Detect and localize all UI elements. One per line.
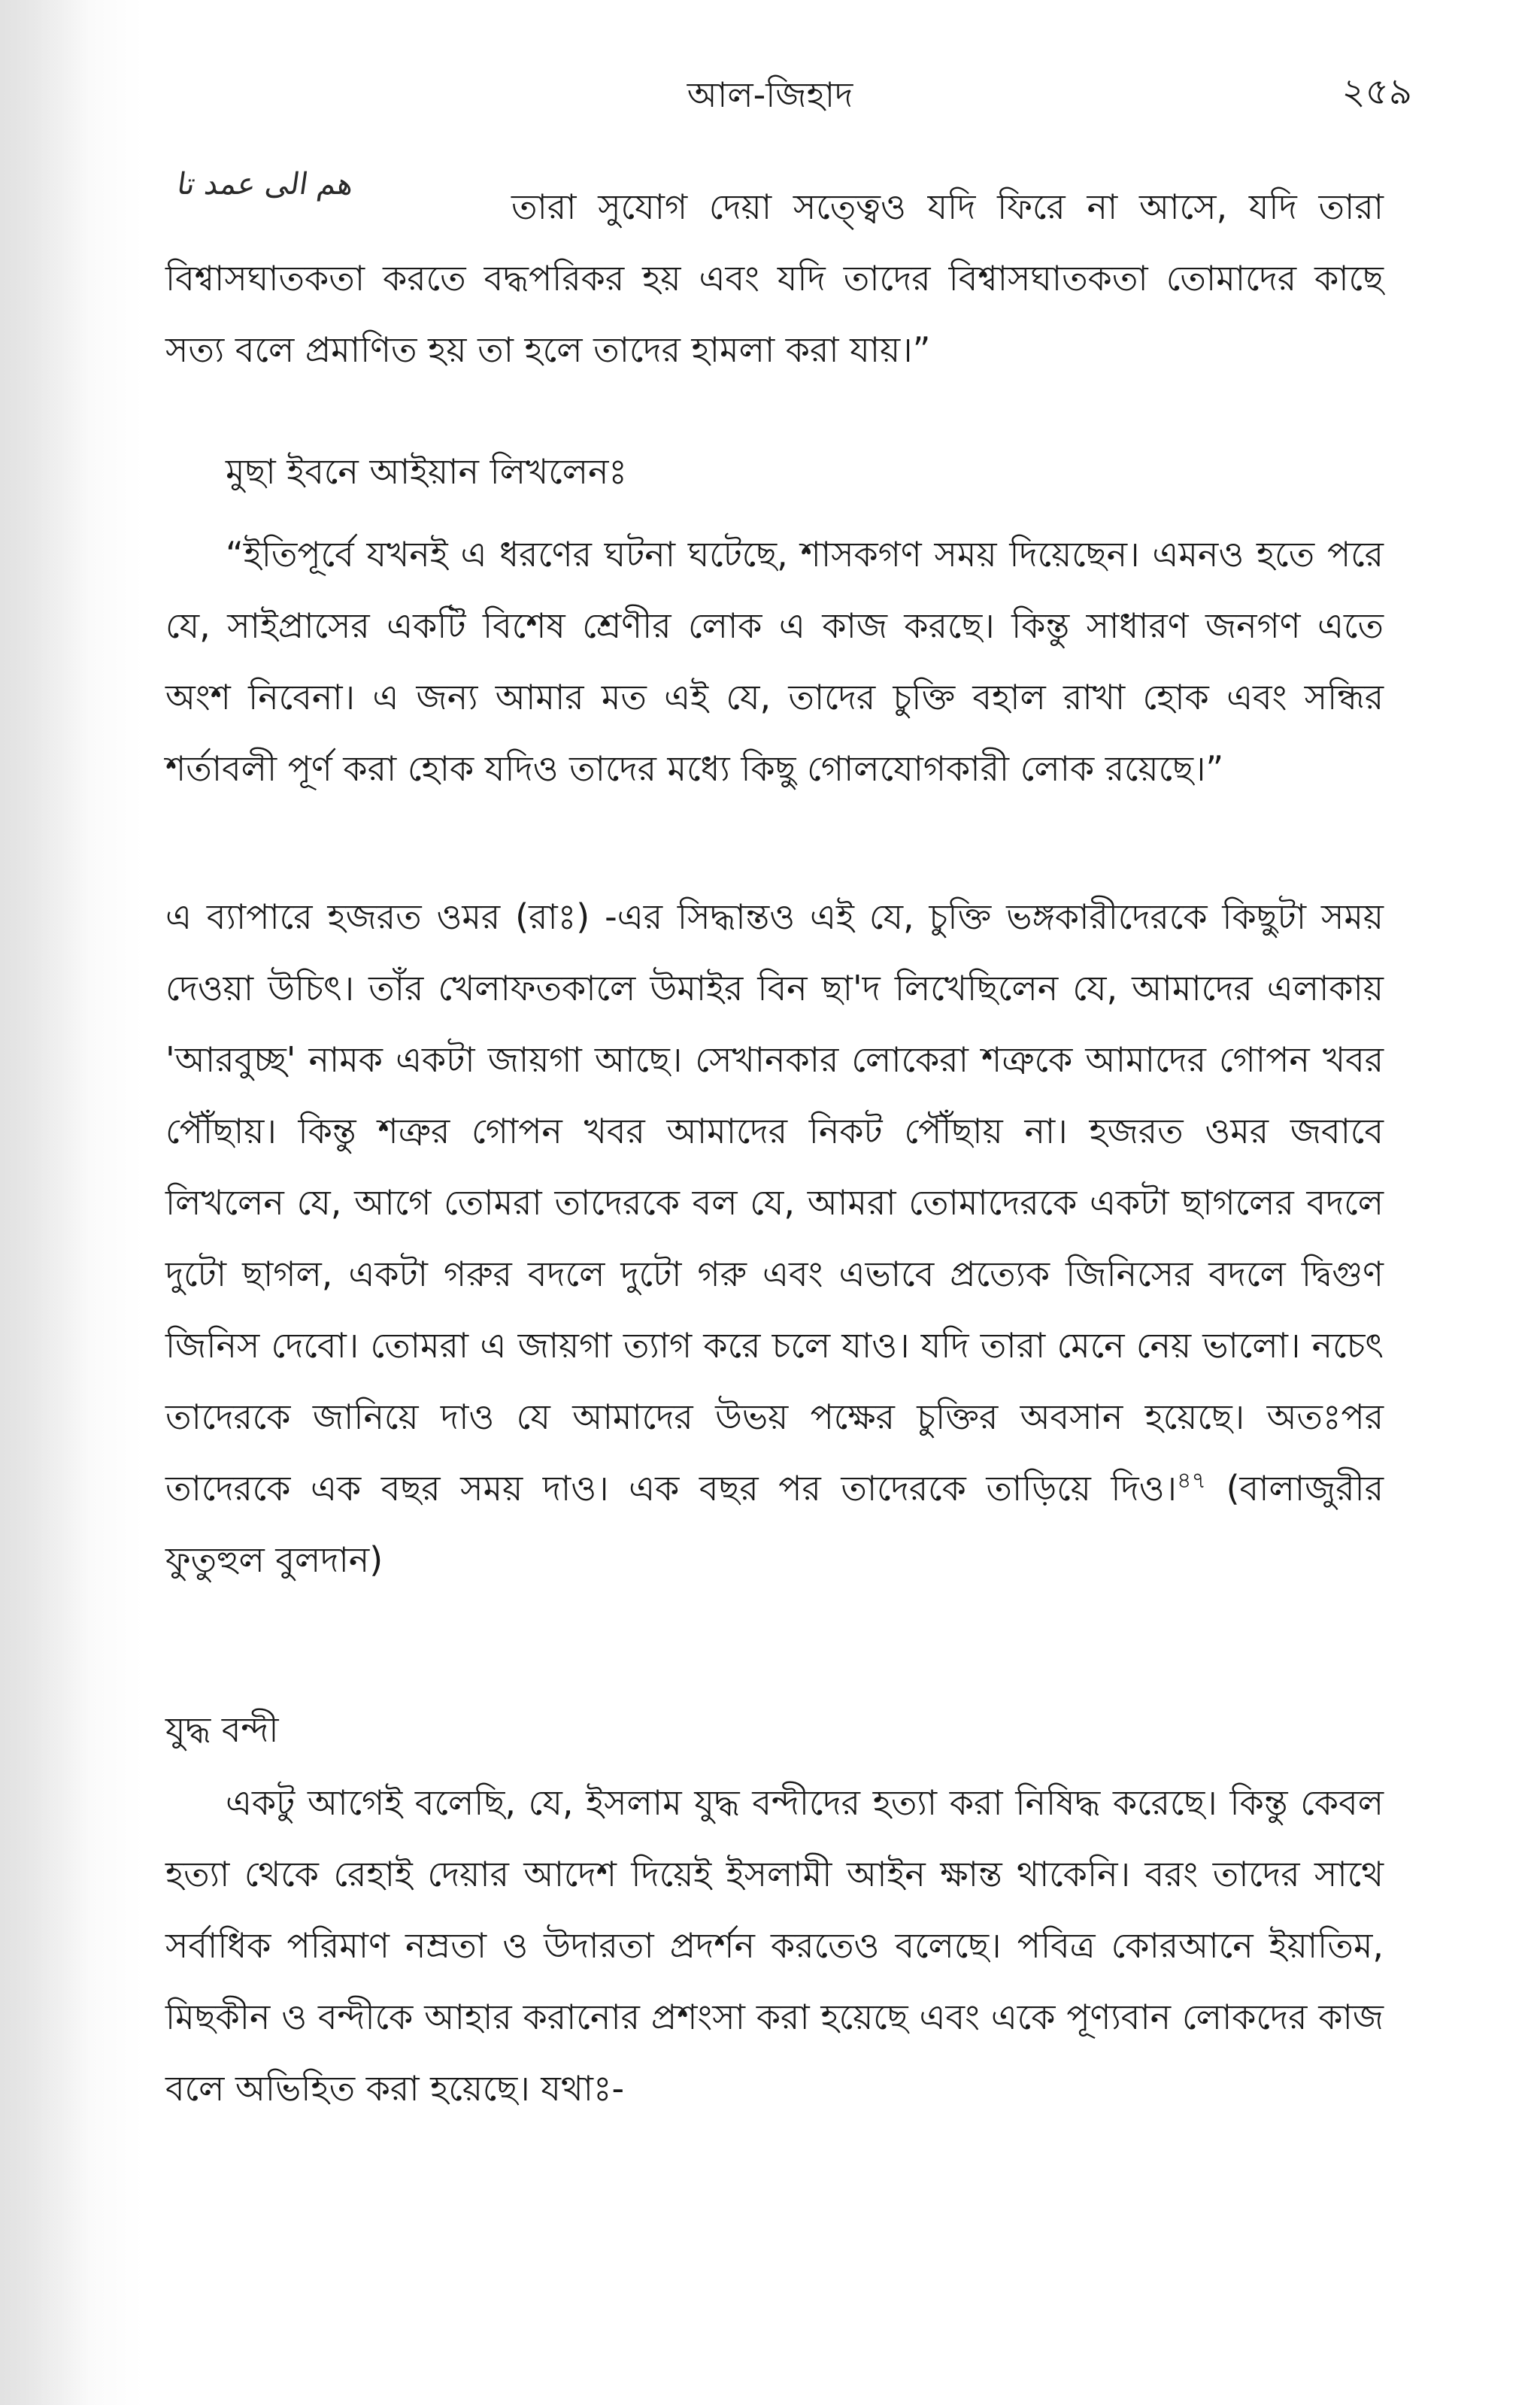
page-spine-shadow: [0, 0, 90, 2405]
citation: (বালাজুরীর ফুতুহুল বুলদান): [165, 1468, 1384, 1580]
paragraph-5: একটু আগেই বলেছি, যে, ইসলাম যুদ্ধ বন্দীদের হত্যা করা নিষিদ্ধ করেছে। কিন্তু কেবল হত্যা থেকে রেহাই দেয়ার আদেশ দিয়েই ইসলামী আইন ক্ষান্ত থাকেনি। বরং তাদের সাথে সর্বাধিক পরিমাণ নম্রতা ও উদারতা প্রদর্শন করতেও বলেছে। পবিত্র কোরআনে ইয়াতিম, মিছকীন ও বন্দীকে আহার করানোর প্রশংসা করা হয়েছে এবং একে পূণ্যবান লোকদের কাজ বলে অভিহিত করা হয়েছে। যথাঃ-: [165, 1782, 1384, 2109]
section-heading: যুদ্ধ বন্দী: [165, 1709, 279, 1750]
paragraph-3-quote: “ইতিপূর্বে যখনই এ ধরণের ঘটনা ঘটেছে, শাসকগণ সময় দিয়েছেন। এমনও হতে পরে যে, সাইপ্রাসের একটি বিশেষ শ্রেণীর লোক এ কাজ করছে। কিন্তু সাধারণ জনগণ এতে অংশ নিবেনা। এ জন্য আমার মত এই যে, তাদের চুক্তি বহাল রাখা হোক এবং সন্ধির শর্তাবলী পূর্ণ করা হোক যদিও তাদের মধ্যে কিছু গোলযোগকারী লোক রয়েছে।”: [165, 534, 1384, 789]
handwritten-arabic-note: هم الى عمد تا: [174, 167, 356, 202]
footnote-marker: ৪৭: [1177, 1467, 1206, 1494]
page-number: ২৫৯: [1341, 71, 1412, 113]
paragraph-2: মুছা ইবনে আইয়ান লিখলেনঃ: [226, 451, 627, 492]
paragraph-4-text: এ ব্যাপারে হজরত ওমর (রাঃ) -এর সিদ্ধান্তও এই যে, চুক্তি ভঙ্গকারীদেরকে কিছুটা সময় দেওয়া উচিৎ। তাঁর খেলাফতকালে উমাইর বিন ছা'দ লিখেছিলেন যে, আমাদের এলাকায় 'আরবুচ্ছ' নামক একটা জায়গা আছে। সেখানকার লোকেরা শত্রুকে আমাদের গোপন খবর পৌঁছায়। কিন্তু শত্রুর গোপন খবর আমাদের নিকট পৌঁছায় না। হজরত ওমর জবাবে লিখলেন যে, আগে তোমরা তাদেরকে বল যে, আমরা তোমাদেরকে একটা ছাগলের বদলে দুটো ছাগল, একটা গরুর বদলে দুটো গরু এবং এভাবে প্রত্যেক জিনিসের বদলে দ্বিগুণ জিনিস দেবো। তোমরা এ জায়গা ত্যাগ করে চলে যাও। যদি তারা মেনে নেয় ভালো। নচেৎ তাদেরকে জানিয়ে দাও যে আমাদের উভয় পক্ষের চুক্তির অবসান হয়েছে। অতঃপর তাদেরকে এক বছর সময় দাও। এক বছর পর তাদেরকে তাড়িয়ে দিও।: [165, 896, 1384, 1509]
paragraph-1: তারা সুযোগ দেয়া সত্ত্বেও যদি ফিরে না আসে, যদি তারা বিশ্বাসঘাতকতা করতে বদ্ধপরিকর হয় এবং যদি তাদের বিশ্বাসঘাতকতা তোমাদের কাছে সত্য বলে প্রমাণিত হয় তা হলে তাদের হামলা করা যায়।”: [165, 187, 1384, 370]
paragraph-4: [165, 881, 1384, 1596]
running-header: আল-জিহাদ: [687, 74, 853, 115]
